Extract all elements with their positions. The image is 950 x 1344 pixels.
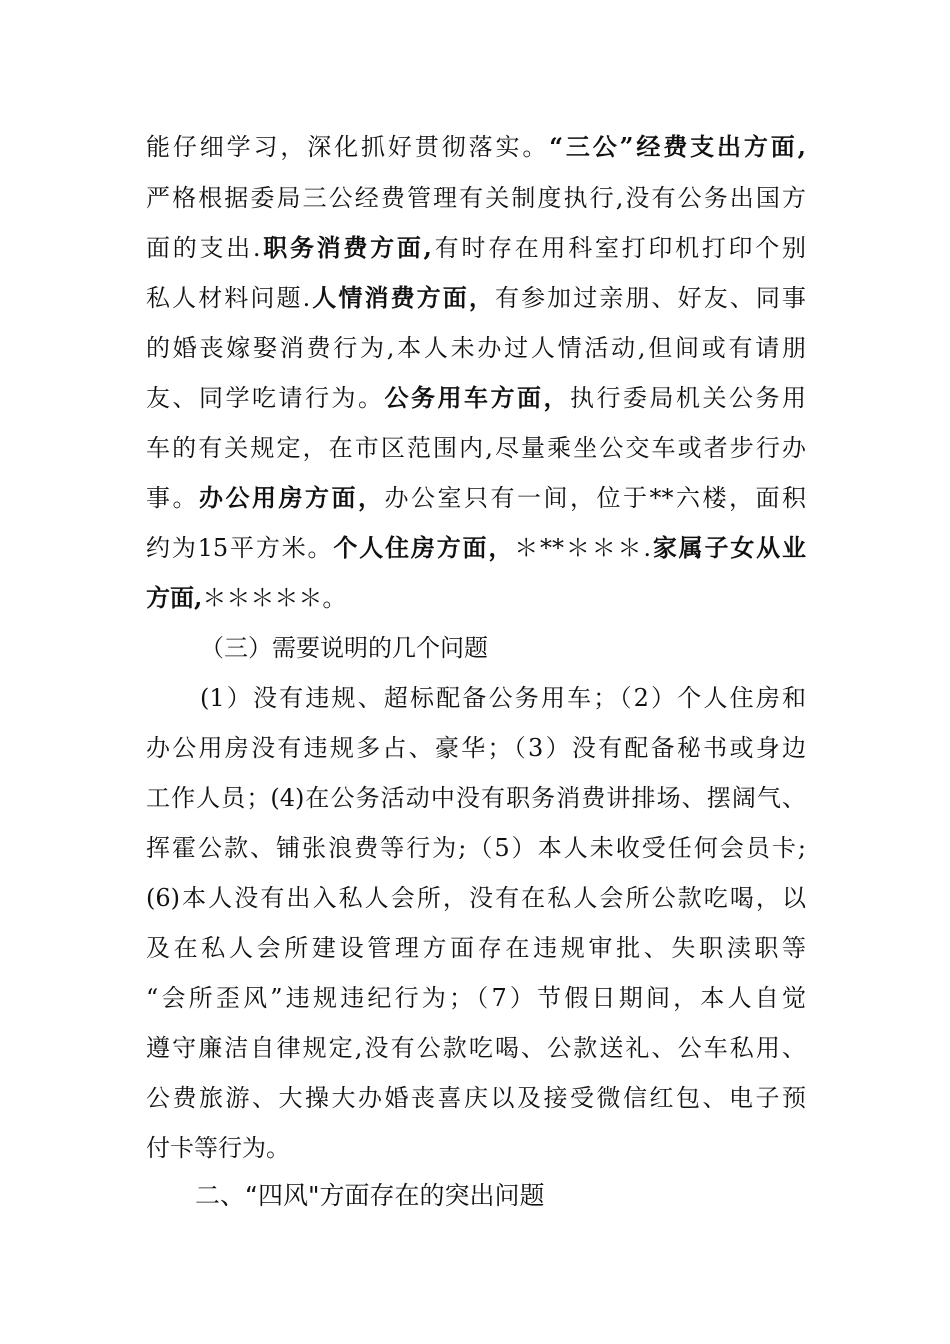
text-run: 约为15平方米。 xyxy=(146,534,334,562)
text-line xyxy=(146,328,806,368)
bold-run: 个人住房方面， xyxy=(333,533,515,562)
text-line xyxy=(146,528,806,568)
text-line: 遵守廉洁自律规定,没有公款吃喝、公款送礼、公车私用、 xyxy=(146,1034,806,1062)
text-line xyxy=(146,428,806,468)
text-line xyxy=(146,278,806,318)
text-run: 友、同学吃请行为。 xyxy=(146,384,385,412)
text-line xyxy=(146,127,806,167)
text-run: 私人材料问题. xyxy=(146,284,311,312)
subheading: （三）需要说明的几个问题 xyxy=(200,634,488,662)
text-line xyxy=(146,478,806,518)
bold-run: 方面, xyxy=(146,583,203,612)
text-run: 严格根据委局三公经费管理有关制度执行,没有公务出国方 xyxy=(146,184,806,212)
text-line: (6)本人没有出入私人会所，没有在私人会所公款吃喝，以 xyxy=(146,884,806,912)
bold-run: 家属子女从业 xyxy=(651,533,806,562)
text-run: 事。 xyxy=(146,484,199,512)
bold-run: “三公”经费支出方面, xyxy=(549,132,806,161)
text-run: 有时存在用科室打印机打印个别 xyxy=(431,234,807,262)
text-line: 及在私人会所建设管理方面存在违规审批、失职渎职等 xyxy=(146,934,806,962)
text-run: 的婚丧嫁娶消费行为,本人未办过人情活动,但间或有请朋 xyxy=(146,334,806,362)
text-run: 有参加过亲朋、好友、同事 xyxy=(494,284,807,312)
bold-run: 人情消费方面， xyxy=(310,283,495,312)
text-line xyxy=(146,578,806,618)
text-line xyxy=(146,228,806,268)
text-line: (1）没有违规、超标配备公务用车；（2）个人住房和 xyxy=(200,684,806,712)
text-run: ＊**＊＊＊. xyxy=(514,534,651,562)
text-run: 办公室只有一间，位于**六楼，面积 xyxy=(384,484,806,512)
text-line: 挥霍公款、铺张浪费等行为;（5）本人未收受任何会员卡; xyxy=(146,834,806,862)
text-run: 能仔细学习，深化抓好贯彻落实。 xyxy=(146,133,550,161)
text-line: 公费旅游、大操大办婚丧喜庆以及接受微信红包、电子预 xyxy=(146,1084,806,1112)
section-heading: 二、“四风"方面存在的突出问题 xyxy=(195,1181,545,1210)
text-run: 执行委局机关公务用 xyxy=(570,384,806,412)
text-run: ＊＊＊＊＊。 xyxy=(202,584,347,612)
bold-run: 职务消费方面, xyxy=(260,233,432,262)
text-line: 办公用房没有违规多占、豪华；（3）没有配备秘书或身边 xyxy=(146,734,806,762)
text-line: 工作人员；(4)在公务活动中没有职务消费讲排场、摆阔气、 xyxy=(146,784,806,812)
text-line: “会所歪风”违规违纪行为；（7）节假日期间，本人自觉 xyxy=(146,984,806,1012)
text-line xyxy=(146,178,806,218)
bold-run: 公务用车方面， xyxy=(384,383,570,412)
text-line: 付卡等行为。 xyxy=(146,1134,290,1162)
text-line xyxy=(146,378,806,418)
text-run: 车的有关规定，在市区范围内,尽量乘坐公交车或者步行办 xyxy=(146,434,806,462)
text-run: 面的支出. xyxy=(146,234,261,262)
bold-run: 办公用房方面， xyxy=(199,483,385,512)
